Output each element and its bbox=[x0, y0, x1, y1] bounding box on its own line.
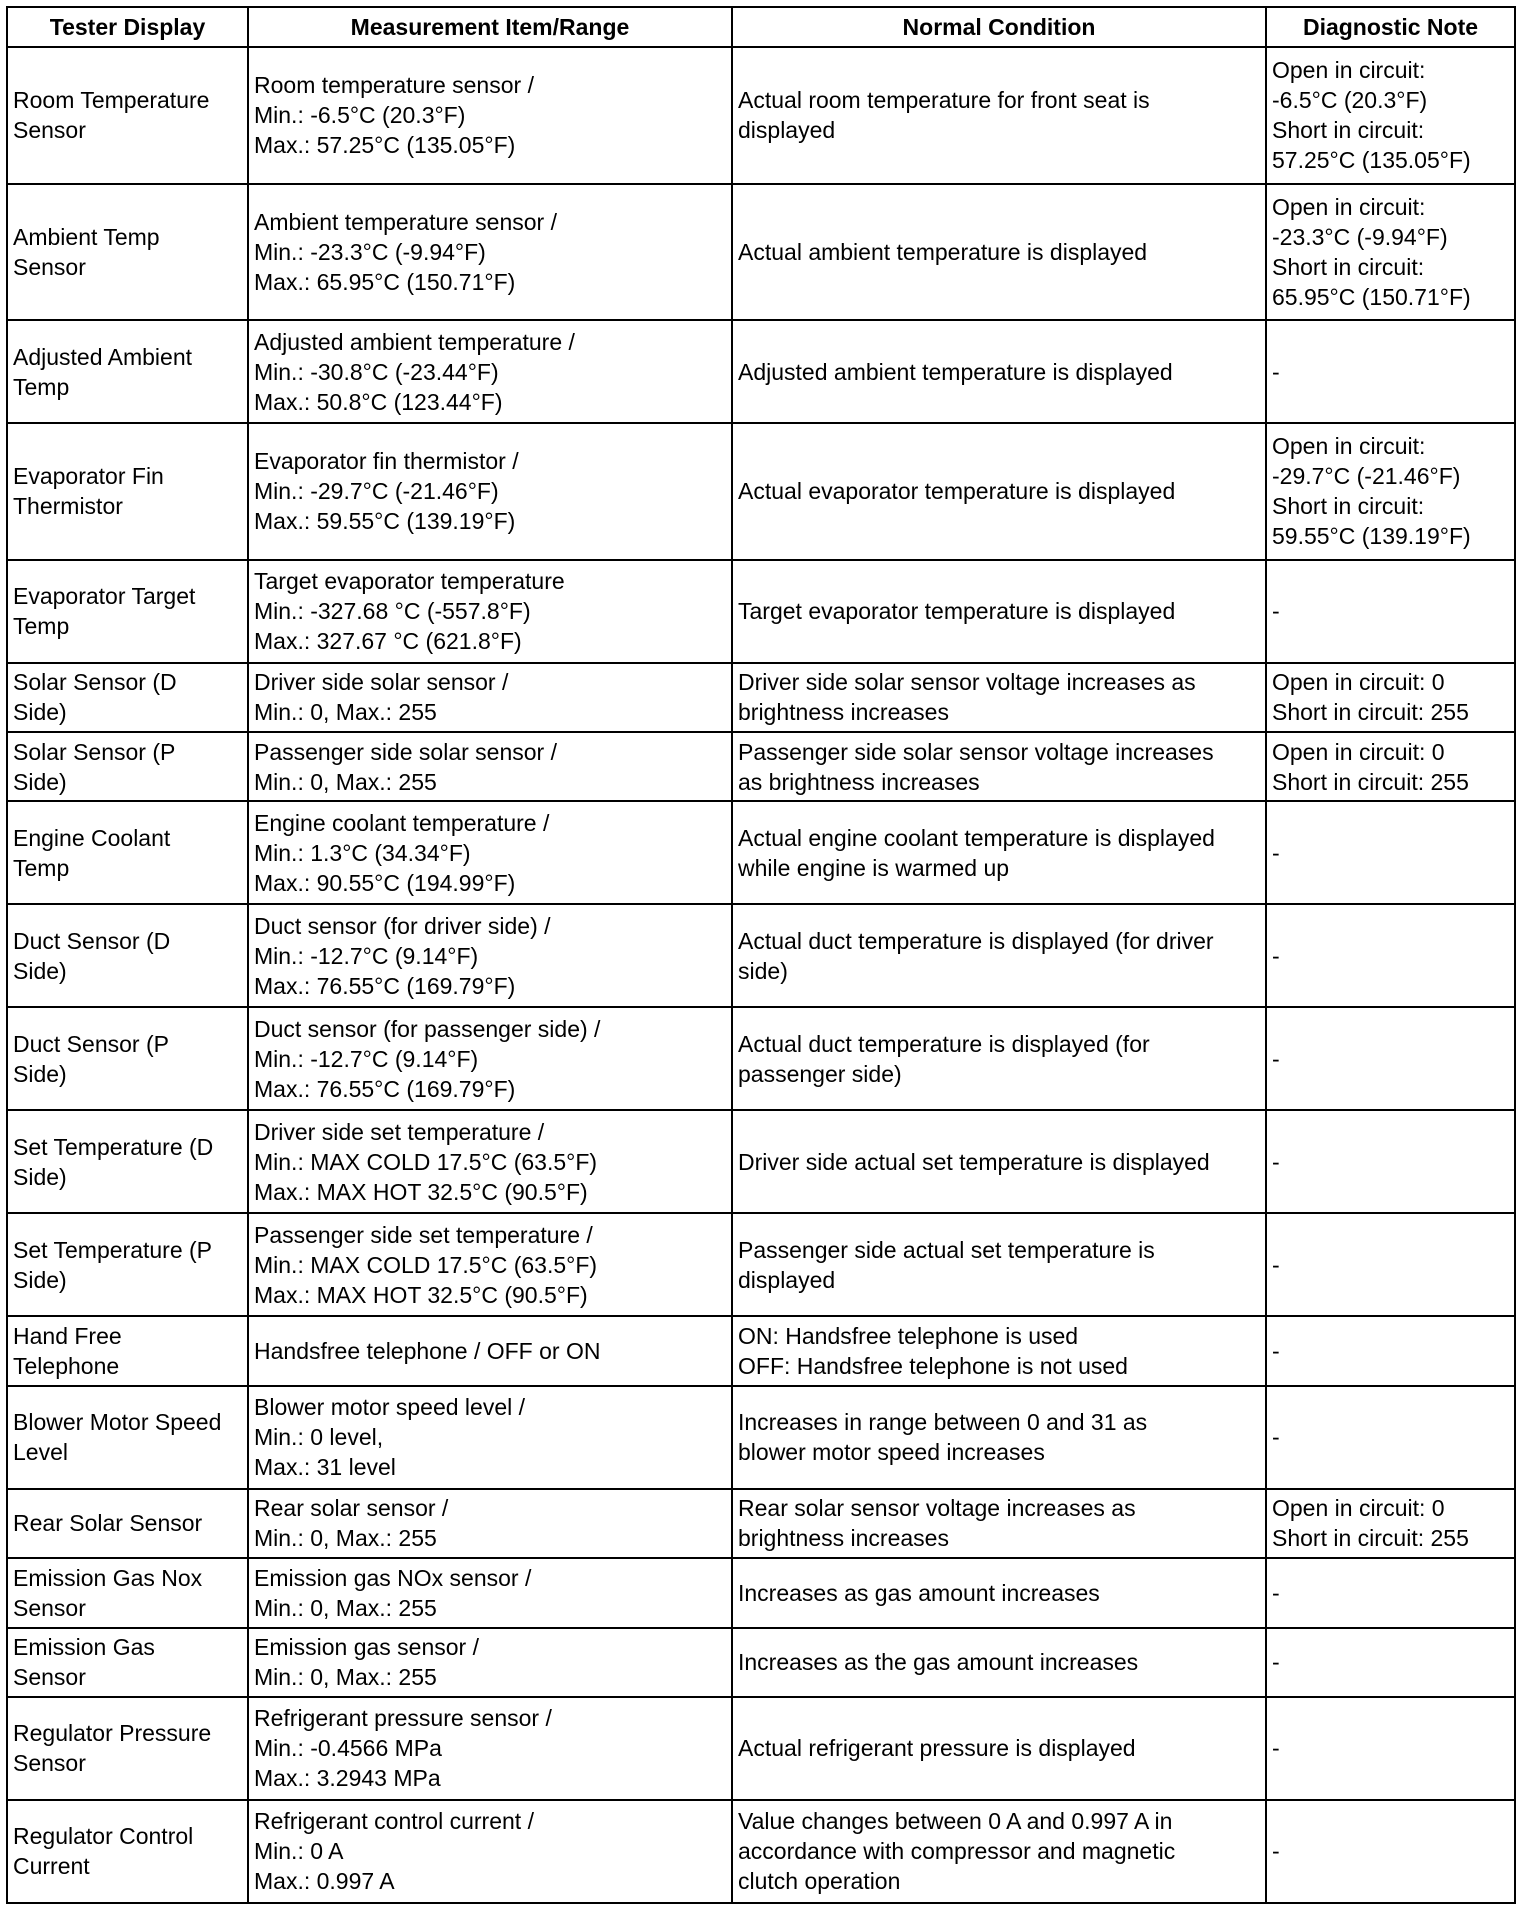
cell-tester-display: Emission Gas Sensor bbox=[7, 1628, 248, 1697]
cell-normal-condition: Passenger side solar sensor voltage increases as brightness increases bbox=[732, 732, 1266, 801]
table-row bbox=[7, 1110, 1515, 1213]
cell-normal-condition: Actual duct temperature is displayed (for passenger side) bbox=[732, 1007, 1266, 1110]
cell-tester-display: Evaporator Fin Thermistor bbox=[7, 423, 248, 560]
cell-normal-condition: Value changes between 0 A and 0.997 A in accordance with compressor and magnetic clutch operation bbox=[732, 1800, 1266, 1903]
cell-measurement: Handsfree telephone / OFF or ON bbox=[248, 1316, 732, 1385]
cell-tester-display: Adjusted Ambient Temp bbox=[7, 320, 248, 423]
cell-normal-condition: Rear solar sensor voltage increases as brightness increases bbox=[732, 1489, 1266, 1558]
cell-measurement: Driver side set temperature / Min.: MAX COLD 17.5°C (63.5°F) Max.: MAX HOT 32.5°C (90.5°F) bbox=[248, 1110, 732, 1213]
table-row bbox=[7, 423, 1515, 560]
table-row bbox=[7, 560, 1515, 663]
cell-tester-display: Rear Solar Sensor bbox=[7, 1489, 248, 1558]
cell-tester-display: Set Temperature (D Side) bbox=[7, 1110, 248, 1213]
cell-tester-display: Solar Sensor (P Side) bbox=[7, 732, 248, 801]
table-row bbox=[7, 732, 1515, 801]
cell-measurement: Evaporator fin thermistor / Min.: -29.7°C (-21.46°F) Max.: 59.55°C (139.19°F) bbox=[248, 423, 732, 560]
cell-tester-display: Set Temperature (P Side) bbox=[7, 1213, 248, 1316]
table-row bbox=[7, 1628, 1515, 1697]
header-tester-display: Tester Display bbox=[7, 7, 248, 47]
table-row bbox=[7, 47, 1515, 184]
cell-normal-condition: Adjusted ambient temperature is displayed bbox=[732, 320, 1266, 423]
header-measurement-item: Measurement Item/Range bbox=[248, 7, 732, 47]
cell-tester-display: Engine Coolant Temp bbox=[7, 801, 248, 904]
header-normal-condition: Normal Condition bbox=[732, 7, 1266, 47]
cell-diagnostic-note: Open in circuit: 0 Short in circuit: 255 bbox=[1266, 663, 1515, 732]
cell-tester-display: Blower Motor Speed Level bbox=[7, 1386, 248, 1489]
cell-measurement: Blower motor speed level / Min.: 0 level, Max.: 31 level bbox=[248, 1386, 732, 1489]
table-row bbox=[7, 1489, 1515, 1558]
cell-normal-condition: Passenger side actual set temperature is displayed bbox=[732, 1213, 1266, 1316]
cell-diagnostic-note: - bbox=[1266, 1007, 1515, 1110]
cell-normal-condition: ON: Handsfree telephone is used OFF: Handsfree telephone is not used bbox=[732, 1316, 1266, 1385]
cell-normal-condition: Actual evaporator temperature is displayed bbox=[732, 423, 1266, 560]
cell-tester-display: Room Temperature Sensor bbox=[7, 47, 248, 184]
cell-tester-display: Regulator Pressure Sensor bbox=[7, 1697, 248, 1800]
cell-tester-display: Solar Sensor (D Side) bbox=[7, 663, 248, 732]
header-diagnostic-note: Diagnostic Note bbox=[1266, 7, 1515, 47]
cell-measurement: Passenger side solar sensor / Min.: 0, Max.: 255 bbox=[248, 732, 732, 801]
cell-normal-condition: Actual engine coolant temperature is displayed while engine is warmed up bbox=[732, 801, 1266, 904]
cell-normal-condition: Actual room temperature for front seat is displayed bbox=[732, 47, 1266, 184]
cell-tester-display: Evaporator Target Temp bbox=[7, 560, 248, 663]
cell-diagnostic-note: - bbox=[1266, 1558, 1515, 1627]
cell-tester-display: Emission Gas Nox Sensor bbox=[7, 1558, 248, 1627]
cell-measurement: Duct sensor (for passenger side) / Min.: -12.7°C (9.14°F) Max.: 76.55°C (169.79°F) bbox=[248, 1007, 732, 1110]
cell-normal-condition: Actual refrigerant pressure is displayed bbox=[732, 1697, 1266, 1800]
cell-normal-condition: Actual ambient temperature is displayed bbox=[732, 184, 1266, 321]
cell-measurement: Rear solar sensor / Min.: 0, Max.: 255 bbox=[248, 1489, 732, 1558]
table-row bbox=[7, 1316, 1515, 1385]
cell-normal-condition: Increases in range between 0 and 31 as blower motor speed increases bbox=[732, 1386, 1266, 1489]
cell-diagnostic-note: - bbox=[1266, 1628, 1515, 1697]
cell-normal-condition: Driver side actual set temperature is displayed bbox=[732, 1110, 1266, 1213]
table-row bbox=[7, 663, 1515, 732]
header-row bbox=[7, 7, 1515, 47]
cell-diagnostic-note: - bbox=[1266, 1110, 1515, 1213]
cell-diagnostic-note: - bbox=[1266, 1800, 1515, 1903]
cell-measurement: Passenger side set temperature / Min.: MAX COLD 17.5°C (63.5°F) Max.: MAX HOT 32.5°C (90.5°F) bbox=[248, 1213, 732, 1316]
cell-tester-display: Duct Sensor (D Side) bbox=[7, 904, 248, 1007]
cell-normal-condition: Driver side solar sensor voltage increases as brightness increases bbox=[732, 663, 1266, 732]
cell-diagnostic-note: Open in circuit: -23.3°C (-9.94°F) Short in circuit: 65.95°C (150.71°F) bbox=[1266, 184, 1515, 321]
table-row bbox=[7, 184, 1515, 321]
cell-measurement: Duct sensor (for driver side) / Min.: -12.7°C (9.14°F) Max.: 76.55°C (169.79°F) bbox=[248, 904, 732, 1007]
cell-normal-condition: Target evaporator temperature is displayed bbox=[732, 560, 1266, 663]
cell-measurement: Refrigerant pressure sensor / Min.: -0.4566 MPa Max.: 3.2943 MPa bbox=[248, 1697, 732, 1800]
table-row bbox=[7, 801, 1515, 904]
data-monitor-table bbox=[6, 6, 1516, 1904]
table-row bbox=[7, 1213, 1515, 1316]
cell-diagnostic-note: Open in circuit: 0 Short in circuit: 255 bbox=[1266, 1489, 1515, 1558]
table-row bbox=[7, 1558, 1515, 1627]
cell-tester-display: Ambient Temp Sensor bbox=[7, 184, 248, 321]
cell-diagnostic-note: - bbox=[1266, 1316, 1515, 1385]
cell-diagnostic-note: - bbox=[1266, 904, 1515, 1007]
cell-measurement: Engine coolant temperature / Min.: 1.3°C (34.34°F) Max.: 90.55°C (194.99°F) bbox=[248, 801, 732, 904]
cell-measurement: Driver side solar sensor / Min.: 0, Max.: 255 bbox=[248, 663, 732, 732]
table-row bbox=[7, 904, 1515, 1007]
cell-diagnostic-note: Open in circuit: -6.5°C (20.3°F) Short in circuit: 57.25°C (135.05°F) bbox=[1266, 47, 1515, 184]
cell-measurement: Room temperature sensor / Min.: -6.5°C (20.3°F) Max.: 57.25°C (135.05°F) bbox=[248, 47, 732, 184]
table-row bbox=[7, 1007, 1515, 1110]
cell-diagnostic-note: - bbox=[1266, 801, 1515, 904]
cell-tester-display: Duct Sensor (P Side) bbox=[7, 1007, 248, 1110]
cell-diagnostic-note: Open in circuit: -29.7°C (-21.46°F) Short in circuit: 59.55°C (139.19°F) bbox=[1266, 423, 1515, 560]
cell-measurement: Ambient temperature sensor / Min.: -23.3°C (-9.94°F) Max.: 65.95°C (150.71°F) bbox=[248, 184, 732, 321]
cell-measurement: Target evaporator temperature Min.: -327.68 °C (-557.8°F) Max.: 327.67 °C (621.8°F) bbox=[248, 560, 732, 663]
cell-diagnostic-note: - bbox=[1266, 1697, 1515, 1800]
cell-measurement: Emission gas sensor / Min.: 0, Max.: 255 bbox=[248, 1628, 732, 1697]
table-row bbox=[7, 320, 1515, 423]
cell-diagnostic-note: - bbox=[1266, 320, 1515, 423]
table-row bbox=[7, 1697, 1515, 1800]
cell-diagnostic-note: Open in circuit: 0 Short in circuit: 255 bbox=[1266, 732, 1515, 801]
cell-tester-display: Hand Free Telephone bbox=[7, 1316, 248, 1385]
cell-tester-display: Regulator Control Current bbox=[7, 1800, 248, 1903]
cell-diagnostic-note: - bbox=[1266, 1386, 1515, 1489]
cell-normal-condition: Increases as gas amount increases bbox=[732, 1558, 1266, 1627]
table-row bbox=[7, 1386, 1515, 1489]
cell-diagnostic-note: - bbox=[1266, 1213, 1515, 1316]
cell-measurement: Adjusted ambient temperature / Min.: -30.8°C (-23.44°F) Max.: 50.8°C (123.44°F) bbox=[248, 320, 732, 423]
cell-measurement: Emission gas NOx sensor / Min.: 0, Max.: 255 bbox=[248, 1558, 732, 1627]
cell-normal-condition: Actual duct temperature is displayed (for driver side) bbox=[732, 904, 1266, 1007]
table-row bbox=[7, 1800, 1515, 1903]
cell-measurement: Refrigerant control current / Min.: 0 A Max.: 0.997 A bbox=[248, 1800, 732, 1903]
cell-diagnostic-note: - bbox=[1266, 560, 1515, 663]
cell-normal-condition: Increases as the gas amount increases bbox=[732, 1628, 1266, 1697]
